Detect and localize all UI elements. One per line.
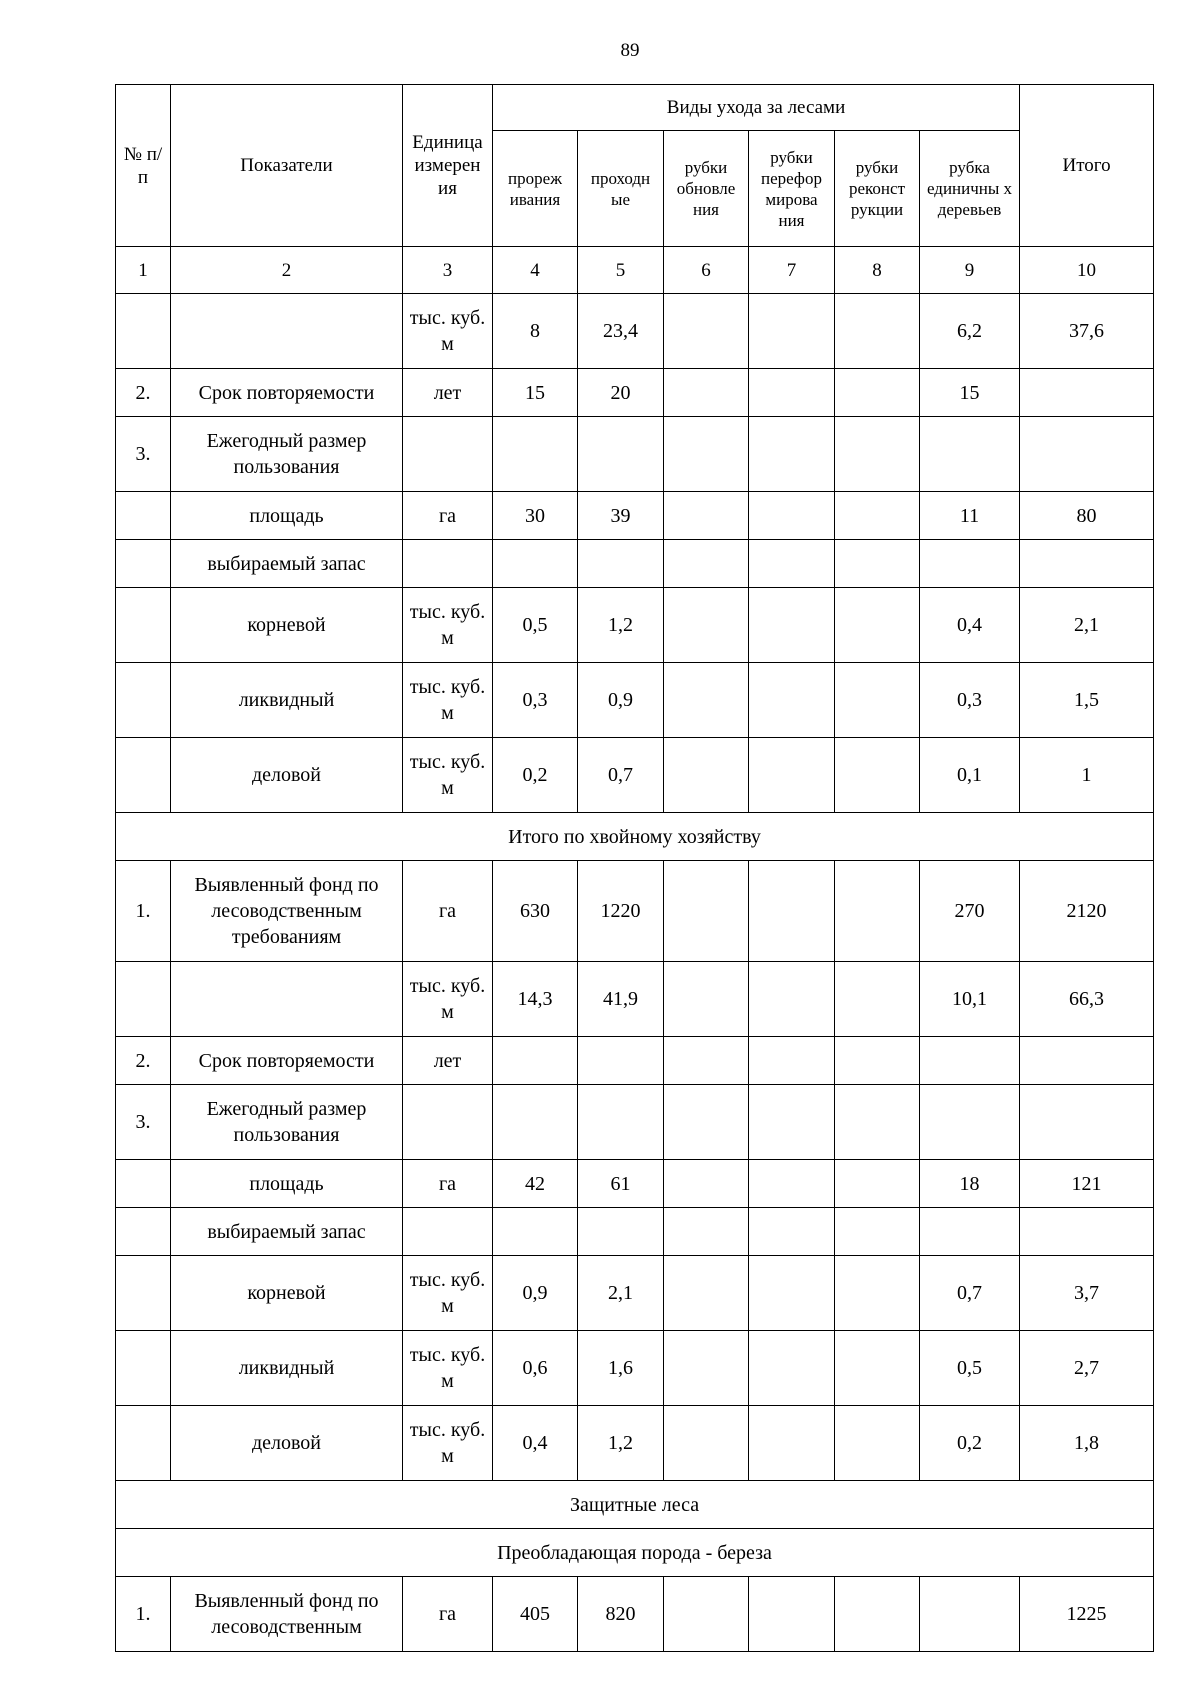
table-cell [835, 1256, 920, 1331]
table-cell: 37,6 [1020, 294, 1154, 369]
table-cell [835, 663, 920, 738]
table-cell: тыс. куб. м [403, 1406, 493, 1481]
table-cell [664, 294, 749, 369]
table-cell [749, 1160, 835, 1208]
table-cell: 0,6 [493, 1331, 578, 1406]
table-cell: площадь [171, 1160, 403, 1208]
table-cell [749, 861, 835, 962]
table-cell: 1,2 [578, 588, 664, 663]
table-cell [664, 1160, 749, 1208]
table-cell: га [403, 492, 493, 540]
table-cell [664, 588, 749, 663]
table-cell [664, 1577, 749, 1652]
table-cell [835, 962, 920, 1037]
column-number-cell: 8 [835, 247, 920, 294]
table-cell [835, 861, 920, 962]
table-cell: ликвидный [171, 663, 403, 738]
table-cell: 66,3 [1020, 962, 1154, 1037]
table-cell [403, 417, 493, 492]
table-cell: Выявленный фонд по лесоводственным [171, 1577, 403, 1652]
table-row [116, 1085, 1154, 1160]
table-cell: выбираемый запас [171, 540, 403, 588]
table-cell [403, 1085, 493, 1160]
table-cell [116, 294, 171, 369]
table-cell [835, 1577, 920, 1652]
table-cell [1020, 417, 1154, 492]
table-cell: тыс. куб. м [403, 588, 493, 663]
table-cell [1020, 369, 1154, 417]
table-cell: лет [403, 369, 493, 417]
table-cell [493, 540, 578, 588]
table-cell [835, 540, 920, 588]
table-row [116, 962, 1154, 1037]
table-cell: тыс. куб. м [403, 962, 493, 1037]
table-cell [116, 588, 171, 663]
table-cell [1020, 540, 1154, 588]
table-cell: 1. [116, 1577, 171, 1652]
table-cell [116, 663, 171, 738]
table-cell [749, 588, 835, 663]
table-cell: 20 [578, 369, 664, 417]
table-row [116, 1406, 1154, 1481]
table-cell: 0,3 [493, 663, 578, 738]
table-cell: 0,9 [493, 1256, 578, 1331]
table-cell: га [403, 1160, 493, 1208]
table-cell: лет [403, 1037, 493, 1085]
table-cell [749, 1331, 835, 1406]
table-cell [664, 1085, 749, 1160]
table-cell: 8 [493, 294, 578, 369]
table-cell: 0,5 [920, 1331, 1020, 1406]
header-col-reconstruction: рубки реконст рукции [835, 131, 920, 247]
table-cell [664, 492, 749, 540]
section-title: Защитные леса [116, 1481, 1154, 1529]
table-cell [664, 1208, 749, 1256]
table-cell [835, 738, 920, 813]
table-cell: 0,4 [920, 588, 1020, 663]
table-row [116, 1331, 1154, 1406]
table-cell: Ежегодный размер пользования [171, 417, 403, 492]
table-cell [749, 417, 835, 492]
table-cell: 15 [920, 369, 1020, 417]
table-cell: 630 [493, 861, 578, 962]
header-total: Итого [1020, 85, 1154, 247]
table-cell [835, 1085, 920, 1160]
table-cell: 61 [578, 1160, 664, 1208]
table-cell [835, 417, 920, 492]
table-cell: 1,6 [578, 1331, 664, 1406]
header-col-passage: проходн ые [578, 131, 664, 247]
table-cell: 2,1 [578, 1256, 664, 1331]
table-cell [578, 540, 664, 588]
table-cell [920, 540, 1020, 588]
table-cell [116, 1331, 171, 1406]
table-row [116, 1160, 1154, 1208]
table-cell [920, 1208, 1020, 1256]
table-cell: деловой [171, 1406, 403, 1481]
table-cell [1020, 1208, 1154, 1256]
table-cell: 405 [493, 1577, 578, 1652]
table-cell: 2,7 [1020, 1331, 1154, 1406]
column-number-cell: 3 [403, 247, 493, 294]
table-cell: га [403, 861, 493, 962]
table-cell [749, 369, 835, 417]
table-cell: тыс. куб. м [403, 663, 493, 738]
table-body [116, 294, 1154, 1652]
table-cell [749, 1037, 835, 1085]
table-cell: 1. [116, 861, 171, 962]
table-cell: 2. [116, 369, 171, 417]
table-cell [664, 417, 749, 492]
table-cell [578, 417, 664, 492]
table-row [116, 588, 1154, 663]
table-cell: деловой [171, 738, 403, 813]
table-cell [578, 1037, 664, 1085]
table-cell: 0,2 [493, 738, 578, 813]
section-title: Итого по хвойному хозяйству [116, 813, 1154, 861]
header-col-reformation: рубки перефор мирова ния [749, 131, 835, 247]
table-row [116, 540, 1154, 588]
table-cell: 0,7 [920, 1256, 1020, 1331]
table-cell: 23,4 [578, 294, 664, 369]
table-cell [116, 738, 171, 813]
table-cell: Выявленный фонд по лесоводственным требованиям [171, 861, 403, 962]
table-row [116, 663, 1154, 738]
table-cell: корневой [171, 1256, 403, 1331]
table-row [116, 1208, 1154, 1256]
table-cell: корневой [171, 588, 403, 663]
table-cell: 1 [1020, 738, 1154, 813]
table-row [116, 861, 1154, 962]
table-cell: 0,5 [493, 588, 578, 663]
table-cell [835, 1208, 920, 1256]
table-row [116, 738, 1154, 813]
table-cell [749, 738, 835, 813]
table-cell [749, 540, 835, 588]
table-cell [835, 588, 920, 663]
table-cell: 2. [116, 1037, 171, 1085]
table-cell [664, 1256, 749, 1331]
table-cell: 3,7 [1020, 1256, 1154, 1331]
section-row [116, 1529, 1154, 1577]
table-row [116, 1256, 1154, 1331]
table-cell: 0,1 [920, 738, 1020, 813]
table-cell [116, 962, 171, 1037]
table-cell: Срок повторяемости [171, 369, 403, 417]
table-cell [664, 738, 749, 813]
table-cell [749, 962, 835, 1037]
header-col-renewal: рубки обновле ния [664, 131, 749, 247]
table-cell: 0,3 [920, 663, 1020, 738]
column-number-cell: 7 [749, 247, 835, 294]
table-cell [664, 861, 749, 962]
table-cell: 3. [116, 417, 171, 492]
table-cell: 30 [493, 492, 578, 540]
table-cell: 270 [920, 861, 1020, 962]
table-cell [664, 540, 749, 588]
table-cell: 1220 [578, 861, 664, 962]
table-cell [403, 1208, 493, 1256]
table-cell: 41,9 [578, 962, 664, 1037]
table-cell [116, 1160, 171, 1208]
table-cell: 15 [493, 369, 578, 417]
header-num: № п/п [116, 85, 171, 247]
column-number-cell: 5 [578, 247, 664, 294]
column-number-cell: 6 [664, 247, 749, 294]
table-cell: 820 [578, 1577, 664, 1652]
table-cell: площадь [171, 492, 403, 540]
column-number-cell: 10 [1020, 247, 1154, 294]
table-cell: Ежегодный размер пользования [171, 1085, 403, 1160]
table-cell: 18 [920, 1160, 1020, 1208]
table-cell [578, 1208, 664, 1256]
table-cell [493, 417, 578, 492]
header-col-thinning: прореж ивания [493, 131, 578, 247]
table-cell: выбираемый запас [171, 1208, 403, 1256]
table-cell: 3. [116, 1085, 171, 1160]
table-cell [116, 1256, 171, 1331]
forest-care-table [115, 84, 1154, 1652]
table-cell [171, 962, 403, 1037]
table-cell: 42 [493, 1160, 578, 1208]
table-cell: 14,3 [493, 962, 578, 1037]
table-cell [835, 1160, 920, 1208]
table-row [116, 294, 1154, 369]
table-cell [835, 369, 920, 417]
table-cell [578, 1085, 664, 1160]
column-number-cell: 2 [171, 247, 403, 294]
table-row [116, 417, 1154, 492]
table-cell [493, 1037, 578, 1085]
table-cell: 1,5 [1020, 663, 1154, 738]
table-cell [116, 540, 171, 588]
table-cell: га [403, 1577, 493, 1652]
table-row [116, 492, 1154, 540]
table-cell [749, 492, 835, 540]
table-cell: 0,9 [578, 663, 664, 738]
table-cell: 80 [1020, 492, 1154, 540]
table-cell: 10,1 [920, 962, 1020, 1037]
page-number: 89 [620, 40, 640, 61]
table-cell: тыс. куб. м [403, 1256, 493, 1331]
table-cell: 39 [578, 492, 664, 540]
table-cell [835, 1037, 920, 1085]
table-row [116, 1577, 1154, 1652]
table-cell [920, 1085, 1020, 1160]
table-cell: 1225 [1020, 1577, 1154, 1652]
table-cell [403, 540, 493, 588]
column-number-cell: 1 [116, 247, 171, 294]
table-cell: 1,8 [1020, 1406, 1154, 1481]
table-cell [749, 1208, 835, 1256]
table-row [116, 369, 1154, 417]
header-unit: Единица измерен ия [403, 85, 493, 247]
table-cell [749, 1256, 835, 1331]
table-cell [920, 417, 1020, 492]
table-cell [116, 492, 171, 540]
table-cell [749, 1406, 835, 1481]
table-cell [835, 294, 920, 369]
table-cell [493, 1085, 578, 1160]
table-cell [664, 663, 749, 738]
table-cell: Срок повторяемости [171, 1037, 403, 1085]
header-care-types: Виды ухода за лесами [493, 85, 1020, 131]
table-cell [493, 1208, 578, 1256]
section-row [116, 1481, 1154, 1529]
table-cell [920, 1577, 1020, 1652]
table-cell: 11 [920, 492, 1020, 540]
table-cell [664, 1331, 749, 1406]
table-cell [171, 294, 403, 369]
column-number-cell: 4 [493, 247, 578, 294]
table-cell: тыс. куб. м [403, 738, 493, 813]
table-cell [835, 1331, 920, 1406]
table-cell: ликвидный [171, 1331, 403, 1406]
table-cell [116, 1406, 171, 1481]
header-numbers-row [116, 247, 1154, 294]
table-cell: тыс. куб. м [403, 1331, 493, 1406]
table-cell [116, 1208, 171, 1256]
table-cell: 2,1 [1020, 588, 1154, 663]
table-cell [835, 1406, 920, 1481]
table-cell [749, 1577, 835, 1652]
table-cell: тыс. куб. м [403, 294, 493, 369]
table-cell: 0,2 [920, 1406, 1020, 1481]
column-number-cell: 9 [920, 247, 1020, 294]
table-cell [1020, 1037, 1154, 1085]
table-cell [835, 492, 920, 540]
table-cell [1020, 1085, 1154, 1160]
table-cell [749, 663, 835, 738]
table-cell: 1,2 [578, 1406, 664, 1481]
header-col-single-trees: рубка единичны х деревьев [920, 131, 1020, 247]
section-row [116, 813, 1154, 861]
table-cell: 0,4 [493, 1406, 578, 1481]
table-cell [920, 1037, 1020, 1085]
table-cell [749, 1085, 835, 1160]
table-cell: 121 [1020, 1160, 1154, 1208]
table-row [116, 1037, 1154, 1085]
table-cell: 2120 [1020, 861, 1154, 962]
table-cell: 0,7 [578, 738, 664, 813]
table-cell: 6,2 [920, 294, 1020, 369]
table-cell [664, 1406, 749, 1481]
table-cell [664, 1037, 749, 1085]
header-row-top [116, 85, 1154, 131]
section-title: Преобладающая порода - береза [116, 1529, 1154, 1577]
table-cell [749, 294, 835, 369]
table-cell [664, 962, 749, 1037]
header-indicators: Показатели [171, 85, 403, 247]
table-cell [664, 369, 749, 417]
